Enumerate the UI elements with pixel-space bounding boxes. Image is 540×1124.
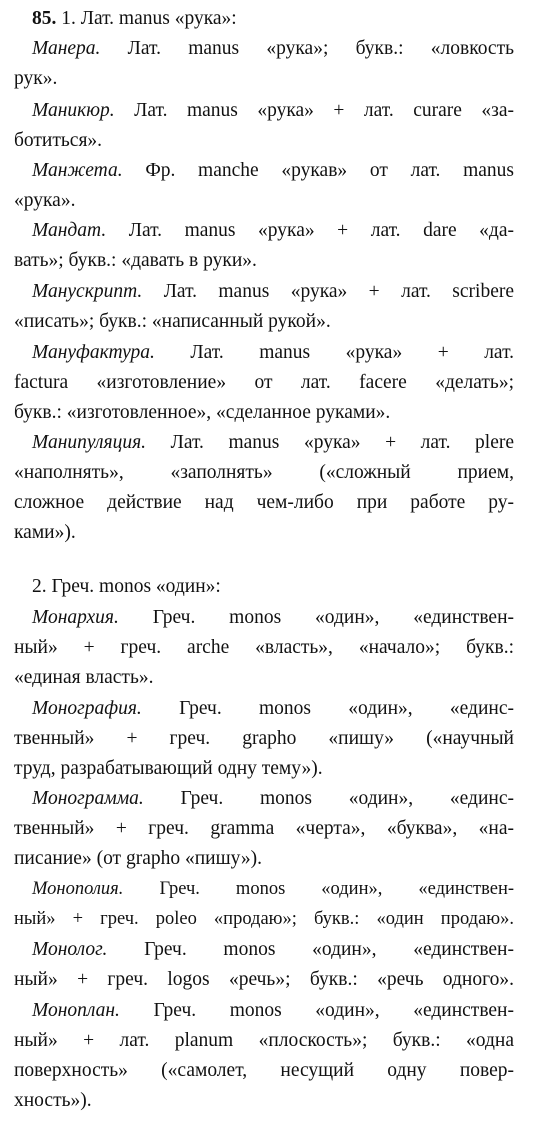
section-2-heading: 2. Греч. monos «один»: <box>32 576 221 597</box>
entry-line: ками»). <box>14 522 76 543</box>
entry-line: Лат. manus «рука» + лат. dare «да- <box>128 220 514 241</box>
entry-line: рук». <box>14 68 58 89</box>
entry-line: труд, разрабатывающий одну тему»). <box>14 758 323 779</box>
entry-line: ный» + греч. arche «власть», «начало»; букв.: <box>14 637 514 658</box>
entry-line: Греч. monos «один», «единствен- <box>153 1000 514 1021</box>
entry-line: «рука». <box>14 190 76 211</box>
entry-monografiya <box>14 694 514 784</box>
entry-line: твенный» + греч. gramma «черта», «буква», «на- <box>14 818 514 839</box>
entry-line: «единая власть». <box>14 667 154 688</box>
entry-monolog <box>14 935 514 995</box>
entry-term: Мануфактура. <box>32 342 155 363</box>
exercise-number: 85. <box>32 8 57 29</box>
entry-line: писание» (от grapho «пишу»). <box>14 848 262 869</box>
entry-term: Манускрипт. <box>32 281 143 302</box>
entry-line: Греч. monos «один», «единствен- <box>159 879 515 899</box>
entry-term: Монолог. <box>32 939 108 960</box>
entry-line: ный» + лат. planum «плоскость»; букв.: «одна <box>14 1030 514 1051</box>
entry-manera <box>14 34 515 94</box>
entry-line: Греч. monos «один», «единствен- <box>152 607 515 628</box>
entry-line: Лат. manus «рука» + лат. scribere <box>163 281 515 302</box>
entry-term: Манжета. <box>32 160 123 181</box>
entry-line: поверхность» («самолет, несущий одну повер- <box>14 1060 514 1081</box>
entry-line: ный» + греч. poleo «продаю»; букв.: «один продаю». <box>14 909 514 929</box>
entry-line: Лат. manus «рука»; букв.: «ловкость <box>127 38 515 59</box>
entry-line: вать»; букв.: «давать в руки». <box>14 250 257 271</box>
entry-line: Греч. monos «один», «единс- <box>180 788 514 809</box>
entry-term: Манипуляция. <box>32 432 147 453</box>
entry-term: Маникюр. <box>32 100 115 121</box>
entry-monoplan <box>14 996 514 1116</box>
entry-line: «наполнять», «заполнять» («сложный прием, <box>14 462 514 483</box>
entry-line: Греч. monos «один», «единствен- <box>144 939 514 960</box>
entry-line: твенный» + греч. grapho «пишу» («научный <box>14 728 514 749</box>
entry-mandat <box>14 216 514 276</box>
entry-line: хность»). <box>14 1090 92 1111</box>
entry-term: Монополия. <box>32 879 124 899</box>
entry-line: Лат. manus «рука» + лат. plere <box>170 432 515 453</box>
entry-line: Лат. manus «рука» + лат. <box>190 342 515 363</box>
entry-manipulyaciya <box>14 428 515 548</box>
entry-line: «писать»; букв.: «написанный рукой». <box>14 311 331 332</box>
entry-line: factura «изготовление» от лат. facere «делать»; <box>14 372 514 393</box>
section-1-title: 1. Лат. manus «рука»: <box>61 8 237 29</box>
entry-manufaktura <box>14 338 515 428</box>
entry-line: Греч. monos «один», «единс- <box>179 698 514 719</box>
entry-line: Фр. manche «рукав» от лат. manus <box>145 160 515 181</box>
entry-term: Монархия. <box>32 607 119 628</box>
entry-line: сложное действие над чем-либо при работе ру- <box>14 492 514 513</box>
entry-monogramma <box>14 784 514 874</box>
entry-term: Монограмма. <box>32 788 144 809</box>
entry-term: Мандат. <box>32 220 107 241</box>
entry-manuskript <box>14 277 515 337</box>
entry-line: ботиться». <box>14 130 103 151</box>
entry-manzheta <box>14 156 515 216</box>
entry-monarhiya <box>14 603 515 693</box>
entry-line: букв.: «изготовленное», «сделанное руками». <box>14 402 391 423</box>
entry-term: Монография. <box>32 698 142 719</box>
entry-monopoliya <box>14 874 515 934</box>
entry-term: Манера. <box>32 38 101 59</box>
entry-manikyur <box>14 96 514 156</box>
entry-term: Моноплан. <box>32 1000 120 1021</box>
entry-line: ный» + греч. logos «речь»; букв.: «речь одного». <box>14 969 514 990</box>
entry-line: Лат. manus «рука» + лат. curare «за- <box>134 100 514 121</box>
section-1-heading <box>32 4 514 34</box>
